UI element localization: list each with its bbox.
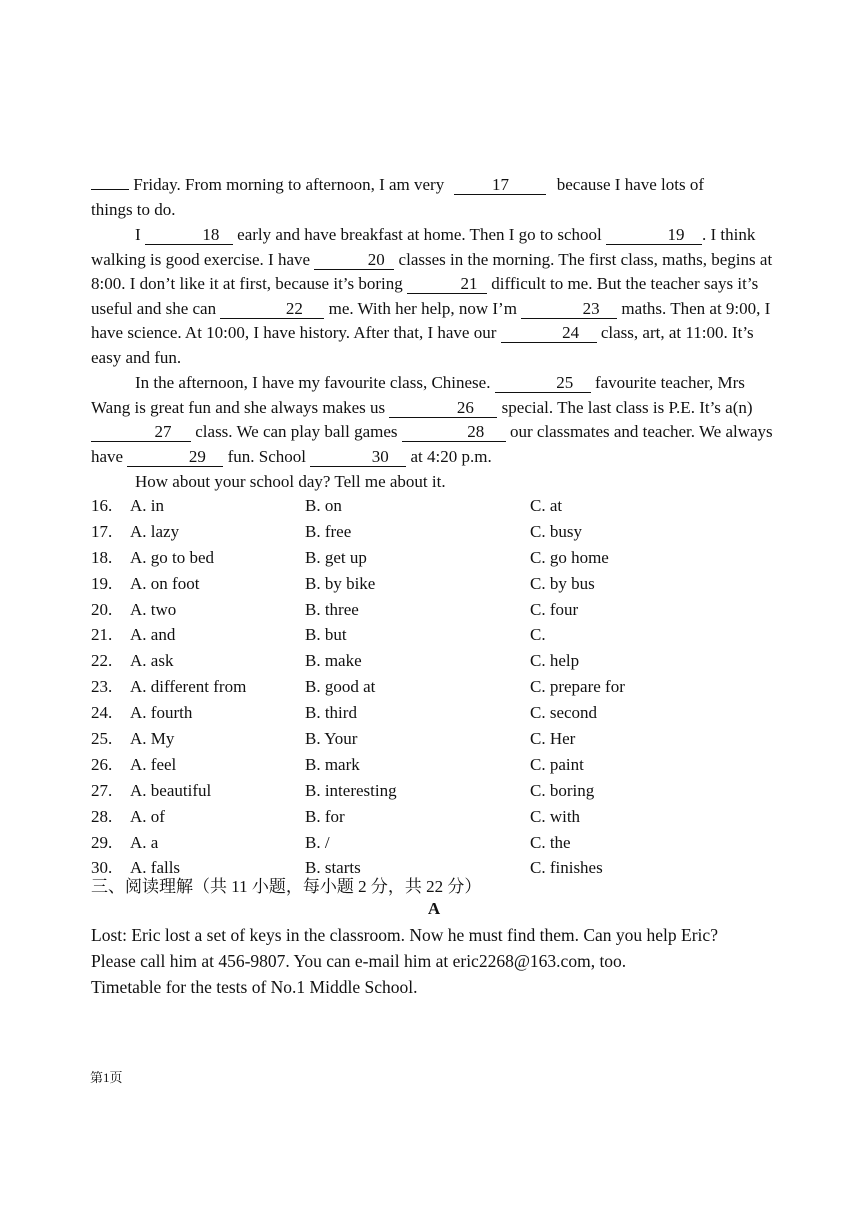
option-b: B. third <box>305 703 357 723</box>
blank-20: 20 <box>314 251 394 270</box>
text-segment: because I have lots of <box>552 175 705 194</box>
option-row <box>91 833 781 859</box>
question-number: 28. <box>91 806 113 826</box>
question-number: 20. <box>91 599 113 619</box>
option-b: B. interesting <box>305 780 397 800</box>
blank-28: 28 <box>402 423 506 442</box>
reading-line-2: Please call him at 456-9807. You can e-mail him at eric2268@163.com, too. <box>91 951 627 971</box>
option-a: A. fourth <box>130 703 193 723</box>
option-c: C. by bus <box>530 573 595 593</box>
blank-27: 27 <box>91 423 191 442</box>
page-number: 第1页 <box>90 1070 123 1085</box>
option-c: C. four <box>530 599 579 619</box>
option-c: C. with <box>530 806 581 826</box>
blank-21: 21 <box>407 275 487 294</box>
text-segment: I <box>135 225 145 244</box>
option-a: A. a <box>130 832 159 852</box>
reading-line-1: Lost: Eric lost a set of keys in the classroom. Now he must find them. Can you help Eric? <box>91 925 718 945</box>
option-b: B. by bike <box>305 573 376 593</box>
blank-30: 30 <box>310 448 406 467</box>
question-number: 25. <box>91 729 113 749</box>
options-list <box>91 496 781 884</box>
option-a: A. on foot <box>130 573 200 593</box>
text-segment: class, art, at 11:00. It’s easy and fun. <box>91 323 754 367</box>
text-segment: early and have breakfast at home. Then I go to school <box>232 225 607 244</box>
question-number: 26. <box>91 754 113 774</box>
option-row <box>91 625 781 651</box>
option-c: C. paint <box>530 754 584 774</box>
option-b: B. good at <box>305 677 376 697</box>
text-segment: special. The last class is P.E. It’s a(n) <box>497 397 753 417</box>
option-row <box>91 496 781 522</box>
option-a: A. My <box>130 729 175 749</box>
question-number: 30. <box>91 858 113 878</box>
question-number: 18. <box>91 547 113 567</box>
option-row <box>91 548 781 574</box>
text-segment: favourite teacher, Mrs Wang is great fun and she always makes us <box>91 373 745 417</box>
option-row <box>91 574 781 600</box>
text-segment: me. With her help, now I’m <box>324 298 522 318</box>
option-row <box>91 522 781 548</box>
blank-29: 29 <box>127 448 223 467</box>
option-c: C. help <box>530 651 580 671</box>
option-c: C. busy <box>530 521 582 541</box>
blank-26: 26 <box>389 399 497 418</box>
option-a: A. of <box>130 806 165 826</box>
text-segment: classes in the morning. The first class, maths, begins at 8:00. I don’t like it at first, because it’s boring <box>91 249 773 294</box>
blank-19: 19 <box>606 226 702 245</box>
option-c: C. go home <box>530 547 609 567</box>
text-segment: maths. Then at 9:00, I have science. At 10:00, I have history. After that, I have our <box>91 298 771 343</box>
passage-line-1 <box>91 174 704 196</box>
option-b: B. but <box>305 625 347 645</box>
option-b: B. get up <box>305 547 367 567</box>
text-segment: Friday. From morning to afternoon, I am very <box>129 175 449 194</box>
text-segment: difficult to me. But the teacher says it’s useful and she can <box>91 274 759 318</box>
option-a: A. go to bed <box>130 547 215 567</box>
option-b: B. three <box>305 599 359 619</box>
question-number: 29. <box>91 832 113 852</box>
option-row <box>91 755 781 781</box>
option-b: B. for <box>305 806 345 826</box>
blank-22: 22 <box>220 300 324 319</box>
text-segment: class. We can play ball games <box>191 422 402 442</box>
option-b: B. Your <box>305 729 358 749</box>
option-c: C. second <box>530 703 598 723</box>
text-segment: . I think walking is good exercise. I have <box>91 225 756 269</box>
option-a: A. feel <box>130 754 177 774</box>
blank-23: 23 <box>521 300 617 319</box>
option-a: A. two <box>130 599 177 619</box>
option-c: C. finishes <box>530 858 603 878</box>
option-c: C. the <box>530 832 571 852</box>
option-b: B. mark <box>305 754 360 774</box>
text-segment: our classmates and teacher. We always have <box>91 422 773 466</box>
option-c: C. at <box>530 496 563 515</box>
blank-17: 17 <box>454 176 546 195</box>
option-row <box>91 703 781 729</box>
option-c: C. boring <box>530 780 595 800</box>
blank-25: 25 <box>495 374 591 393</box>
passage-closing: How about your school day? Tell me about it. <box>135 472 446 491</box>
option-c: C. <box>530 625 546 645</box>
part-label: A <box>427 899 441 918</box>
blank-18: 18 <box>145 226 233 245</box>
question-number: 16. <box>91 496 113 515</box>
option-b: B. free <box>305 521 352 541</box>
option-a: A. lazy <box>130 521 180 541</box>
option-row <box>91 781 781 807</box>
option-c: C. Her <box>530 729 576 749</box>
question-number: 19. <box>91 573 113 593</box>
passage-line-2: things to do. <box>91 200 176 219</box>
option-row <box>91 677 781 703</box>
option-row <box>91 651 781 677</box>
text-segment: fun. School <box>223 446 311 466</box>
option-b: B. starts <box>305 858 361 878</box>
option-row <box>91 729 781 755</box>
question-number: 23. <box>91 677 113 697</box>
option-b: B. / <box>305 832 330 852</box>
option-a: A. beautiful <box>130 780 212 800</box>
option-a: A. different from <box>130 677 247 697</box>
option-c: C. prepare for <box>530 677 625 697</box>
question-number: 24. <box>91 703 113 723</box>
blank-24: 24 <box>501 324 597 343</box>
option-a: A. and <box>130 625 176 645</box>
question-number: 17. <box>91 521 113 541</box>
option-b: B. on <box>305 496 342 515</box>
section-title: 三、阅读理解（共 11 小题，每小题 2 分，共 22 分） <box>91 877 482 896</box>
option-a: A. ask <box>130 651 174 671</box>
option-a: A. in <box>130 496 164 515</box>
option-b: B. make <box>305 651 362 671</box>
question-number: 22. <box>91 651 113 671</box>
question-number: 27. <box>91 780 113 800</box>
question-number: 21. <box>91 625 113 645</box>
text-segment: In the afternoon, I have my favourite class, Chinese. <box>135 373 495 392</box>
option-row <box>91 600 781 626</box>
blank-16 <box>91 189 129 190</box>
passage-paragraph-2 <box>91 223 783 371</box>
reading-line-3: Timetable for the tests of No.1 Middle School. <box>91 977 418 997</box>
text-segment: at 4:20 p.m. <box>406 446 492 466</box>
option-row <box>91 807 781 833</box>
option-a: A. falls <box>130 858 181 878</box>
passage-paragraph-3 <box>91 371 783 469</box>
